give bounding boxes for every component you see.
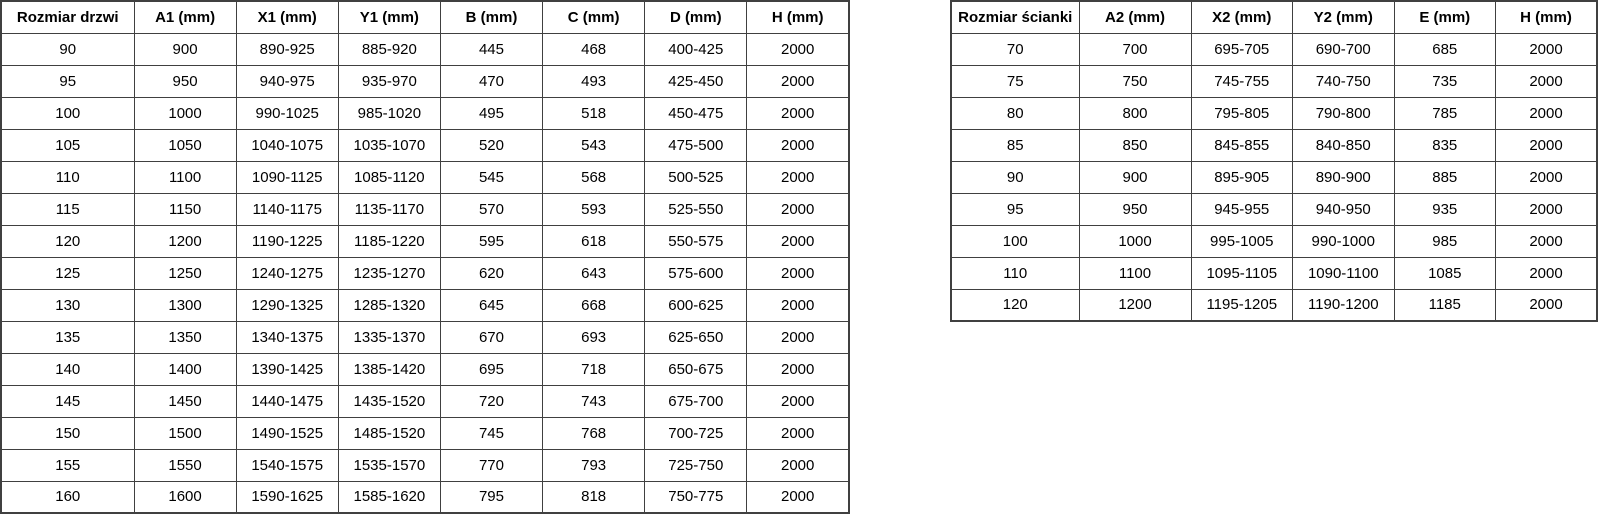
table-cell: 785 [1394,97,1496,129]
table-cell: 1585-1620 [338,481,440,513]
table-cell: 2000 [747,161,849,193]
table-row [951,289,1597,321]
table-cell: 1350 [134,321,236,353]
table-cell: 110 [951,257,1079,289]
table-cell: 620 [440,257,542,289]
table-cell: 1390-1425 [236,353,338,385]
table-cell: 120 [1,225,134,257]
table-cell: 543 [543,129,645,161]
table-row [1,449,849,481]
table-cell: 2000 [747,225,849,257]
table-cell: 800 [1079,97,1191,129]
table-row [1,257,849,289]
table-cell: 750 [1079,65,1191,97]
table-cell: 690-700 [1293,33,1395,65]
table-cell: 1285-1320 [338,289,440,321]
table-cell: 1385-1420 [338,353,440,385]
table-row [1,225,849,257]
table-cell: 718 [543,353,645,385]
table-cell: 468 [543,33,645,65]
table-row [1,129,849,161]
table-row [951,193,1597,225]
table-cell: 1340-1375 [236,321,338,353]
table-cell: 2000 [747,33,849,65]
table-cell: 1540-1575 [236,449,338,481]
table-cell: 1135-1170 [338,193,440,225]
table-cell: 1085 [1394,257,1496,289]
table-cell: 2000 [1496,193,1598,225]
table-row [951,65,1597,97]
table-cell: 795 [440,481,542,513]
column-header: X1 (mm) [236,1,338,33]
table-cell: 795-805 [1191,97,1293,129]
table-cell: 110 [1,161,134,193]
table-row [1,417,849,449]
table-cell: 1400 [134,353,236,385]
table-cell: 1085-1120 [338,161,440,193]
table-cell: 1290-1325 [236,289,338,321]
table-cell: 130 [1,289,134,321]
table-cell: 450-475 [645,97,747,129]
table-cell: 1190-1200 [1293,289,1395,321]
table-cell: 125 [1,257,134,289]
table-cell: 2000 [747,193,849,225]
table-cell: 495 [440,97,542,129]
column-header: Rozmiar ścianki [951,1,1079,33]
table-cell: 475-500 [645,129,747,161]
table-cell: 1050 [134,129,236,161]
table-cell: 545 [440,161,542,193]
table-cell: 700-725 [645,417,747,449]
table-cell: 1195-1205 [1191,289,1293,321]
table-cell: 850 [1079,129,1191,161]
table-cell: 525-550 [645,193,747,225]
table-cell: 725-750 [645,449,747,481]
table-cell: 793 [543,449,645,481]
table-cell: 835 [1394,129,1496,161]
table-cell: 790-800 [1293,97,1395,129]
table-cell: 1235-1270 [338,257,440,289]
table-cell: 593 [543,193,645,225]
table-cell: 140 [1,353,134,385]
table-cell: 940-975 [236,65,338,97]
table-cell: 90 [951,161,1079,193]
table-cell: 695 [440,353,542,385]
table-cell: 890-925 [236,33,338,65]
table-row [951,33,1597,65]
table-cell: 935-970 [338,65,440,97]
table-cell: 2000 [1496,289,1598,321]
column-header: Rozmiar drzwi [1,1,134,33]
column-header: Y1 (mm) [338,1,440,33]
table-cell: 845-855 [1191,129,1293,161]
table-cell: 685 [1394,33,1496,65]
table-cell: 1000 [1079,225,1191,257]
table-row [1,321,849,353]
table-cell: 1550 [134,449,236,481]
column-header: A2 (mm) [1079,1,1191,33]
header-row [951,1,1597,33]
table-row [951,97,1597,129]
table-cell: 1100 [1079,257,1191,289]
table-cell: 1335-1370 [338,321,440,353]
column-header: H (mm) [1496,1,1598,33]
table-cell: 2000 [1496,225,1598,257]
table-cell: 1185-1220 [338,225,440,257]
table-cell: 1250 [134,257,236,289]
table-cell: 650-675 [645,353,747,385]
table-cell: 1000 [134,97,236,129]
column-header: C (mm) [543,1,645,33]
table-cell: 1190-1225 [236,225,338,257]
table-cell: 120 [951,289,1079,321]
table-cell: 675-700 [645,385,747,417]
table-cell: 2000 [747,289,849,321]
table-cell: 493 [543,65,645,97]
table-cell: 75 [951,65,1079,97]
column-header: D (mm) [645,1,747,33]
table-cell: 2000 [747,97,849,129]
table-cell: 1200 [134,225,236,257]
table-cell: 2000 [1496,65,1598,97]
table-cell: 2000 [1496,161,1598,193]
table-cell: 400-425 [645,33,747,65]
table-cell: 2000 [747,257,849,289]
table-cell: 155 [1,449,134,481]
table-cell: 150 [1,417,134,449]
table-cell: 990-1000 [1293,225,1395,257]
table-cell: 160 [1,481,134,513]
table-row [951,257,1597,289]
table-cell: 1035-1070 [338,129,440,161]
table-cell: 840-850 [1293,129,1395,161]
wall-size-table [950,0,1598,322]
table-cell: 445 [440,33,542,65]
column-header: E (mm) [1394,1,1496,33]
table-cell: 80 [951,97,1079,129]
table-cell: 2000 [747,65,849,97]
column-header: X2 (mm) [1191,1,1293,33]
table-cell: 618 [543,225,645,257]
table-cell: 568 [543,161,645,193]
table-cell: 520 [440,129,542,161]
table-cell: 743 [543,385,645,417]
table-cell: 1200 [1079,289,1191,321]
table-cell: 95 [951,193,1079,225]
table-cell: 1440-1475 [236,385,338,417]
table-cell: 2000 [747,417,849,449]
table-cell: 1535-1570 [338,449,440,481]
table-cell: 720 [440,385,542,417]
table-row [1,33,849,65]
table-cell: 1590-1625 [236,481,338,513]
table-cell: 950 [1079,193,1191,225]
table-row [1,65,849,97]
table-cell: 885 [1394,161,1496,193]
table-cell: 750-775 [645,481,747,513]
table-cell: 70 [951,33,1079,65]
column-header: H (mm) [747,1,849,33]
table-cell: 85 [951,129,1079,161]
table-cell: 2000 [747,481,849,513]
table-cell: 105 [1,129,134,161]
table-cell: 900 [134,33,236,65]
table-cell: 1090-1100 [1293,257,1395,289]
column-header: B (mm) [440,1,542,33]
table-cell: 470 [440,65,542,97]
table-cell: 985 [1394,225,1496,257]
table-cell: 600-625 [645,289,747,321]
table-cell: 935 [1394,193,1496,225]
table-cell: 695-705 [1191,33,1293,65]
table-cell: 135 [1,321,134,353]
table-cell: 670 [440,321,542,353]
table-cell: 895-905 [1191,161,1293,193]
table-cell: 1300 [134,289,236,321]
table-cell: 2000 [747,385,849,417]
table-cell: 900 [1079,161,1191,193]
table-cell: 668 [543,289,645,321]
table-cell: 575-600 [645,257,747,289]
table-cell: 645 [440,289,542,321]
table-cell: 745 [440,417,542,449]
table-cell: 1150 [134,193,236,225]
table-row [1,161,849,193]
table-cell: 818 [543,481,645,513]
table-cell: 1185 [1394,289,1496,321]
table-cell: 425-450 [645,65,747,97]
table-cell: 1450 [134,385,236,417]
table-cell: 1090-1125 [236,161,338,193]
table-cell: 700 [1079,33,1191,65]
table-cell: 735 [1394,65,1496,97]
table-row [1,481,849,513]
table-cell: 145 [1,385,134,417]
table-cell: 995-1005 [1191,225,1293,257]
table-row [951,129,1597,161]
table-cell: 1240-1275 [236,257,338,289]
table-cell: 950 [134,65,236,97]
table-cell: 625-650 [645,321,747,353]
table-cell: 2000 [1496,129,1598,161]
table-row [1,353,849,385]
table-row [1,289,849,321]
table-cell: 2000 [1496,33,1598,65]
table-row [1,193,849,225]
table-cell: 1140-1175 [236,193,338,225]
table-cell: 518 [543,97,645,129]
table-cell: 985-1020 [338,97,440,129]
table-cell: 890-900 [1293,161,1395,193]
table-cell: 2000 [747,129,849,161]
table-cell: 570 [440,193,542,225]
table-cell: 1600 [134,481,236,513]
table-cell: 2000 [747,321,849,353]
table-cell: 90 [1,33,134,65]
table-cell: 740-750 [1293,65,1395,97]
column-header: A1 (mm) [134,1,236,33]
table-row [1,97,849,129]
table-cell: 768 [543,417,645,449]
table-cell: 500-525 [645,161,747,193]
table-cell: 745-755 [1191,65,1293,97]
table-cell: 945-955 [1191,193,1293,225]
table-cell: 990-1025 [236,97,338,129]
table-cell: 1095-1105 [1191,257,1293,289]
table-cell: 2000 [747,353,849,385]
table-cell: 693 [543,321,645,353]
table-cell: 1500 [134,417,236,449]
table-cell: 1100 [134,161,236,193]
table-cell: 1040-1075 [236,129,338,161]
table-cell: 550-575 [645,225,747,257]
table-cell: 115 [1,193,134,225]
table-cell: 643 [543,257,645,289]
table-cell: 100 [951,225,1079,257]
header-row [1,1,849,33]
table-cell: 770 [440,449,542,481]
table-row [951,225,1597,257]
table-row [1,385,849,417]
table-cell: 1435-1520 [338,385,440,417]
table-cell: 940-950 [1293,193,1395,225]
table-cell: 100 [1,97,134,129]
table-cell: 2000 [1496,257,1598,289]
table-cell: 1485-1520 [338,417,440,449]
table-cell: 885-920 [338,33,440,65]
table-cell: 95 [1,65,134,97]
table-row [951,161,1597,193]
table-cell: 2000 [1496,97,1598,129]
table-cell: 2000 [747,449,849,481]
table-cell: 1490-1525 [236,417,338,449]
column-header: Y2 (mm) [1293,1,1395,33]
table-cell: 595 [440,225,542,257]
